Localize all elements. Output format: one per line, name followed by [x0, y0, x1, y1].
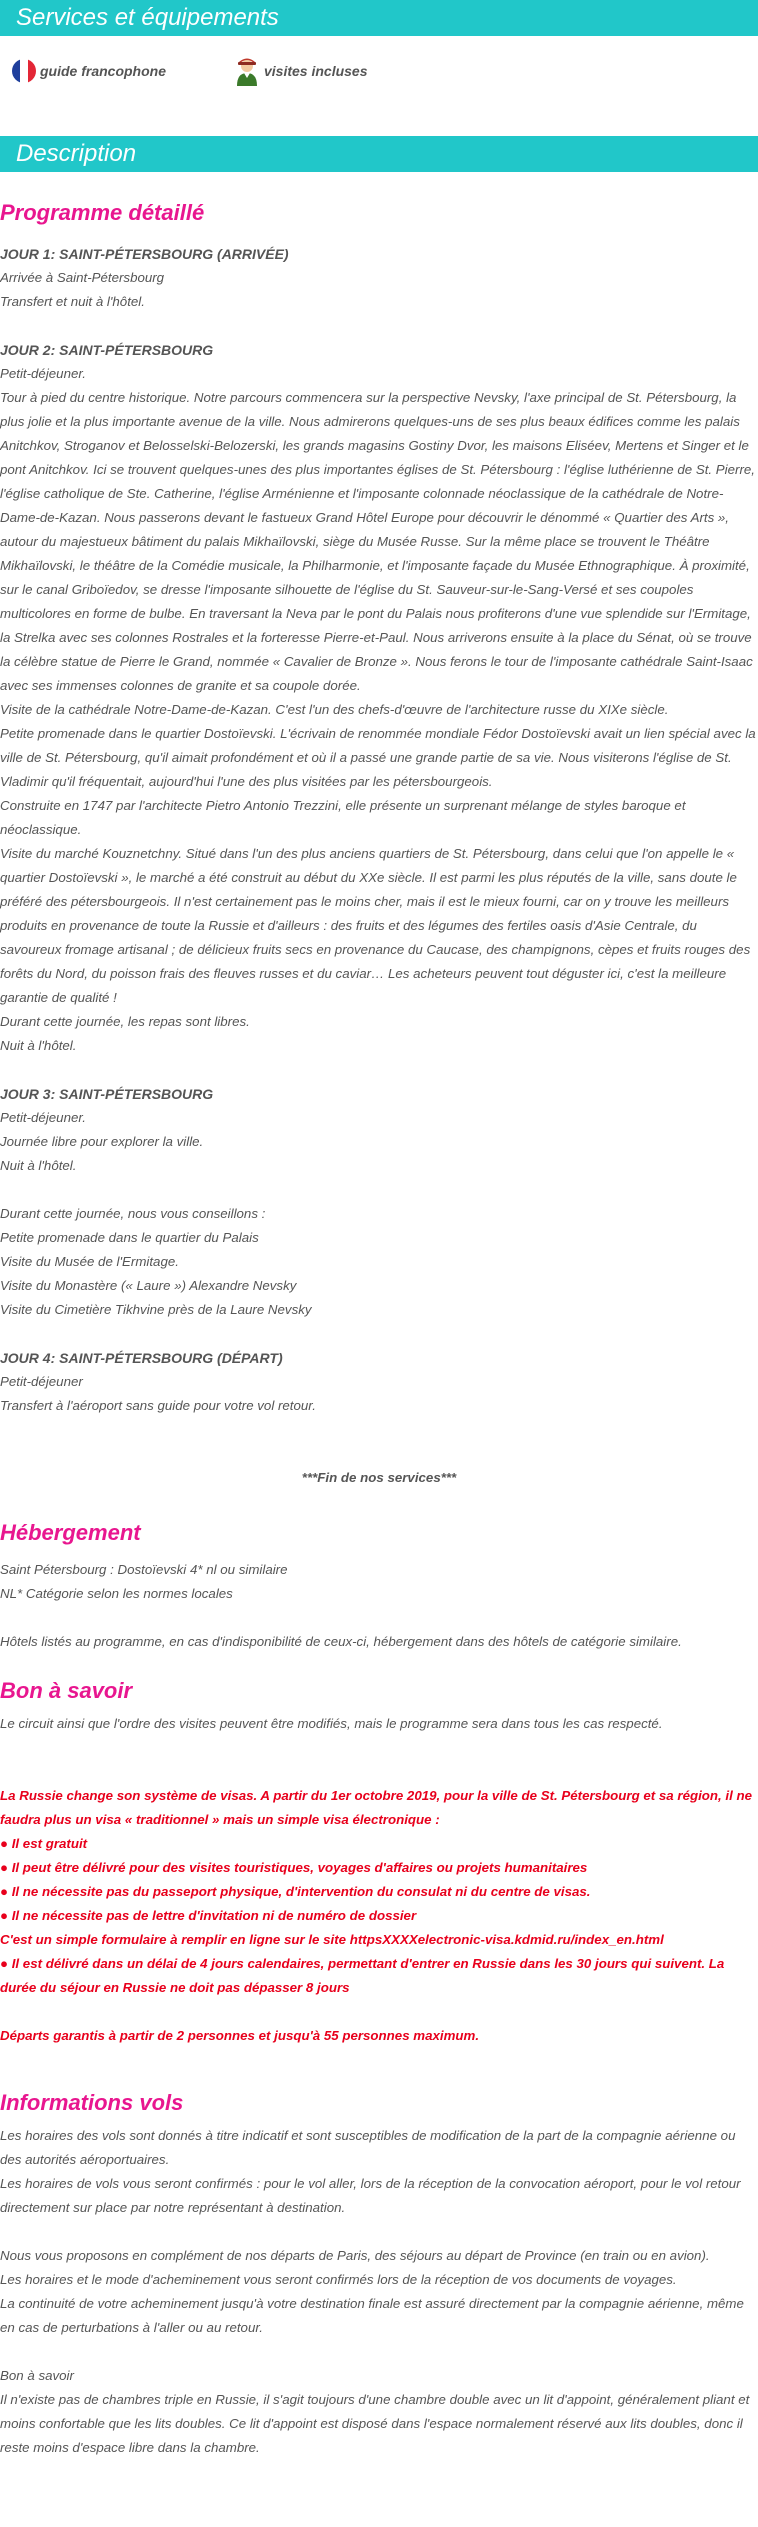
day3-line: Journée libre pour explorer la ville.	[0, 1134, 204, 1149]
feature-visites-incluses	[234, 56, 368, 86]
end-note: ***Fin de nos services***	[301, 1470, 457, 1485]
bon-a-savoir-text: Le circuit ainsi que l'ordre des visites peuvent être modifiés, mais le programme sera dans tous les cas respecté.	[0, 1716, 663, 1731]
vols-line: Les horaires de vols vous seront confirmés : pour le vol aller, lors de la réception de la convocation aéroport, pour le vol retour directement sur place par notre représentant à destination.	[0, 2176, 741, 2215]
day3-advice: Visite du Cimetière Tikhvine près de la Laure Nevsky	[0, 1302, 312, 1317]
day4-line: Transfert à l'aéroport sans guide pour votre vol retour.	[0, 1398, 316, 1413]
features-row	[0, 36, 758, 106]
day2-line: Petit-déjeuner.	[0, 366, 86, 381]
day1-line: Arrivée à Saint-Pétersbourg	[0, 270, 165, 285]
hebergement-note: Hôtels listés au programme, en cas d'indisponibilité de ceux-ci, hébergement dans des hôtels de catégorie similaire.	[0, 1634, 682, 1649]
day1-line: Transfert et nuit à l'hôtel.	[0, 294, 145, 309]
visa-line: ● Il ne nécessite pas de lettre d'invitation ni de numéro de dossier	[0, 1908, 417, 1923]
feature-label: guide francophone	[40, 63, 166, 79]
services-band	[0, 0, 758, 36]
visa-line: ● Il ne nécessite pas du passeport physique, d'intervention du consulat ni du centre de visas.	[0, 1884, 591, 1899]
vols-title: Informations vols	[0, 2090, 184, 2115]
vols-line: La continuité de votre acheminement jusqu'à votre destination finale est assuré directement par la compagnie aérienne, même en cas de perturbations à l'aller ou au retour.	[0, 2296, 744, 2335]
day3-title: JOUR 3: SAINT-PÉTERSBOURG	[0, 1086, 214, 1102]
visa-line: ● Il est délivré dans un délai de 4 jours calendaires, permettant d'entrer en Russie dans les 30 jours qui suivent. La durée du séjour en Russie ne doit pas dépasser 8 jours	[0, 1956, 725, 1995]
day2-line: Petite promenade dans le quartier Dostoïevski. L'écrivain de renommée mondiale Fédor Dostoïevski avait un lien spécial avec la ville de St. Pétersbourg, qu'il aimait profondément et où il a passé une grande partie de sa vie. Nous visiterons l'église de St. Vladimir qu'il fréquentait, aujourd'hui l'une des plus visitées par les pétersbourgeois.	[0, 726, 756, 789]
feature-label: visites incluses	[264, 63, 368, 79]
vols-line: Les horaires des vols sont donnés à titre indicatif et sont susceptibles de modification de la part de la compagnie aérienne ou des autorités aéroportuaires.	[0, 2128, 736, 2167]
day4-line: Petit-déjeuner	[0, 1374, 83, 1389]
day2-title: JOUR 2: SAINT-PÉTERSBOURG	[0, 342, 214, 358]
day3-advice: Visite du Monastère (« Laure ») Alexandre Nevsky	[0, 1278, 297, 1293]
hebergement-title: Hébergement	[0, 1520, 141, 1545]
visa-line: La Russie change son système de visas. A partir du 1er octobre 2019, pour la ville de St. Pétersbourg et sa région, il ne faudra plus un visa « traditionnel » mais un simple visa électronique :	[0, 1788, 753, 1827]
day2-line: Visite de la cathédrale Notre-Dame-de-Kazan. C'est l'un des chefs-d'œuvre de l'architecture russe du XIXe siècle.	[0, 702, 669, 717]
vols-line: Nous vous proposons en complément de nos départs de Paris, des séjours au départ de Province (en train ou en avion).	[0, 2248, 710, 2263]
description-band	[0, 136, 758, 172]
guide-person-icon	[234, 56, 260, 86]
visa-line: ● Il peut être délivré pour des visites touristiques, voyages d'affaires ou projets humanitaires	[0, 1860, 588, 1875]
services-title: Services et équipements	[16, 4, 279, 31]
description-title: Description	[16, 140, 137, 167]
day3-line: Nuit à l'hôtel.	[0, 1158, 77, 1173]
hebergement-line: NL* Catégorie selon les normes locales	[0, 1586, 233, 1601]
day2-line: Tour à pied du centre historique. Notre parcours commencera sur la perspective Nevsky, l'axe principal de St. Pétersbourg, la plus jolie et la plus importante avenue de la ville. Nous admirerons quelques-uns de ses plus beaux édifices comme les palais Anitchkov, Stroganov et Belosselski-Belozerski, les grands magasins Gostiny Dvor, les maisons Eliséev, Mertens et Singer et le pont Anitchkov. Ici se trouvent quelques-unes des plus importantes églises de St. Pétersbourg : l'église luthérienne de St. Pierre, l'église catholique de Ste. Catherine, l'église Arménienne et l'imposante colonnade néoclassique de la cathédrale de Notre-Dame-de-Kazan. Nous passerons devant le fastueux Grand Hôtel Europe pour découvrir le dénommé « Quartier des Arts », autour du majestueux bâtiment du palais Mikhaïlovski, siège du Musée Russe. Sur la même place se trouvent le Théâtre Mikhaïlovski, le théâtre de la Comédie musicale, la Philharmonie, et l'imposante façade du Musée Ethnographique. À proximité, sur le canal Griboïedov, se dresse l'imposante silhouette de l'église du St. Sauveur-sur-le-Sang-Versé et ses coupoles multicolores en forme de bulbe. En traversant la Neva par le pont du Palais nous profiterons d'une vue splendide sur l'Ermitage, la Strelka avec ses colonnes Rostrales et la forteresse Pierre-et-Paul. Nous arriverons ensuite à la place du Sénat, où se trouve la célèbre statue de Pierre le Grand, nommée « Cavalier de Bronze ». Nous ferons le tour de l'imposante cathédrale Saint-Isaac avec ses immenses colonnes de granite et sa coupole dorée.	[0, 390, 755, 693]
programme-title: Programme détaillé	[0, 200, 205, 225]
day3-advice: Petite promenade dans le quartier du Palais	[0, 1230, 259, 1245]
day2-line: Nuit à l'hôtel.	[0, 1038, 77, 1053]
day3-advice: Visite du Musée de l'Ermitage.	[0, 1254, 179, 1269]
vols-line: Les horaires et le mode d'acheminement vous seront confirmés lors de la réception de vos documents de voyages.	[0, 2272, 677, 2287]
french-flag-icon	[12, 59, 36, 83]
day2-line: Durant cette journée, les repas sont libres.	[0, 1014, 250, 1029]
description-content	[0, 172, 758, 2460]
departures-note: Départs garantis à partir de 2 personnes et jusqu'à 55 personnes maximum.	[0, 2028, 480, 2043]
vols-line: Il n'existe pas de chambres triple en Russie, il s'agit toujours d'une chambre double avec un lit d'appoint, généralement pliant et moins confortable que les lits doubles. Ce lit d'appoint est disposé dans l'espace normalement réservé aux lits doubles, donc il reste moins d'espace libre dans la chambre.	[0, 2392, 750, 2455]
day3-line: Petit-déjeuner.	[0, 1110, 86, 1125]
day3-advice: Durant cette journée, nous vous conseillons :	[0, 1206, 266, 1221]
vols-line: Bon à savoir	[0, 2368, 74, 2383]
hebergement-line: Saint Pétersbourg : Dostoïevski 4* nl ou similaire	[0, 1562, 288, 1577]
day1-title: JOUR 1: SAINT-PÉTERSBOURG (ARRIVÉE)	[0, 246, 289, 262]
day2-line: Construite en 1747 par l'architecte Pietro Antonio Trezzini, elle présente un surprenant mélange de styles baroque et néoclassique.	[0, 798, 686, 837]
bon-a-savoir-title: Bon à savoir	[0, 1678, 133, 1703]
day2-line: Visite du marché Kouznetchny. Situé dans l'un des plus anciens quartiers de St. Pétersbourg, dans celui que l'on appelle le « quartier Dostoïevski », le marché a été construit au début du XXe siècle. Il est parmi les plus réputés de la ville, sans doute le préféré des pétersbourgeois. Il n'est certainement pas le moins cher, mais il est le mieux fourni, car on y trouve les meilleurs produits en provenance de toute la Russie et d'ailleurs : des fruits et des légumes des fertiles oasis d'Asie Centrale, du savoureux fromage artisanal ; de délicieux fruits secs en provenance du Caucase, des champignons, cèpes et fruits rouges des forêts du Nord, du poisson frais des fleuves russes et du caviar… Les acheteurs peuvent tout déguster ici, c'est la meilleure garantie de qualité !	[0, 846, 751, 1005]
day4-title: JOUR 4: SAINT-PÉTERSBOURG (DÉPART)	[0, 1350, 283, 1366]
visa-line: C'est un simple formulaire à remplir en ligne sur le site httpsXXXXelectronic-visa.kdmid.ru/index_en.html	[0, 1932, 664, 1947]
feature-guide-francophone	[12, 59, 166, 83]
visa-line: ● Il est gratuit	[0, 1836, 88, 1851]
